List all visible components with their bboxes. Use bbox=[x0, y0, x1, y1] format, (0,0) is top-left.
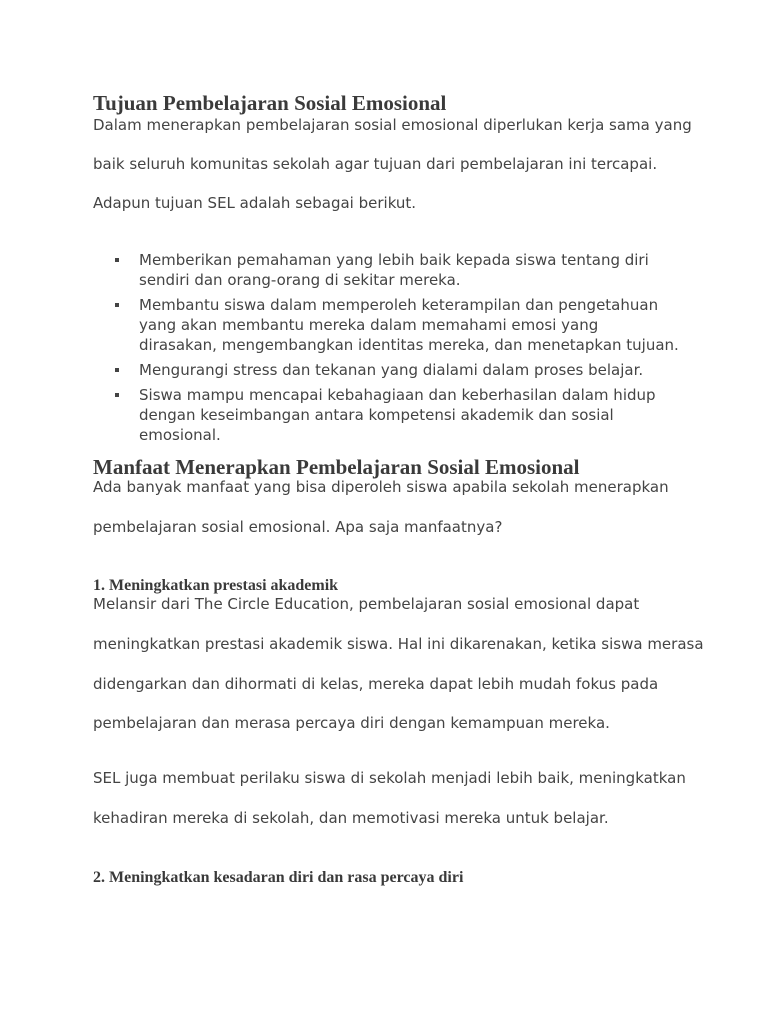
paragraph-line: didengarkan dan dihormati di kelas, mereka dapat lebih mudah fokus pada bbox=[93, 675, 659, 693]
bullet-text: Siswa mampu mencapai kebahagiaan dan keberhasilan dalam hidup dengan keseimbangan antara kompetensi akademik dan sosial emosional. bbox=[139, 386, 656, 444]
paragraph-line: meningkatkan prestasi akademik siswa. Hal ini dikarenakan, ketika siswa merasa bbox=[93, 635, 704, 653]
paragraph-line: Dalam menerapkan pembelajaran sosial emosional diperlukan kerja sama yang bbox=[93, 116, 692, 134]
bullet-item bbox=[93, 360, 679, 380]
paragraph-line: pembelajaran dan merasa percaya diri dengan kemampuan mereka. bbox=[93, 714, 610, 732]
paragraph-line: kehadiran mereka di sekolah, dan memotivasi mereka untuk belajar. bbox=[93, 809, 609, 827]
bullet-item bbox=[93, 295, 679, 355]
section-title-tujuan: Tujuan Pembelajaran Sosial Emosional bbox=[93, 91, 447, 115]
paragraph-line: Melansir dari The Circle Education, pembelajaran sosial emosional dapat bbox=[93, 595, 640, 613]
point-title-prestasi: 1. Meningkatkan prestasi akademik bbox=[93, 577, 339, 594]
bullet-item bbox=[93, 250, 679, 290]
paragraph-line: pembelajaran sosial emosional. Apa saja manfaatnya? bbox=[93, 518, 503, 536]
bullet-text: Membantu siswa dalam memperoleh keterampilan dan pengetahuan yang akan membantu mereka dalam memahami emosi yang dirasakan, mengembangkan identitas mereka, dan menetapkan tujuan. bbox=[139, 296, 679, 354]
tujuan-bullet-list bbox=[93, 250, 693, 450]
bullet-text: Memberikan pemahaman yang lebih baik kepada siswa tentang diri sendiri dan orang-orang di sekitar mereka. bbox=[139, 251, 649, 289]
square-bullet-icon bbox=[115, 303, 119, 307]
paragraph-line: baik seluruh komunitas sekolah agar tujuan dari pembelajaran ini tercapai. bbox=[93, 155, 658, 173]
square-bullet-icon bbox=[115, 258, 119, 262]
bullet-item bbox=[93, 385, 679, 445]
square-bullet-icon bbox=[115, 393, 119, 397]
point-title-kesadaran: 2. Meningkatkan kesadaran diri dan rasa percaya diri bbox=[93, 869, 464, 886]
paragraph-line: Adapun tujuan SEL adalah sebagai berikut. bbox=[93, 194, 417, 212]
section-title-manfaat: Manfaat Menerapkan Pembelajaran Sosial Emosional bbox=[93, 455, 580, 479]
bullet-text: Mengurangi stress dan tekanan yang dialami dalam proses belajar. bbox=[139, 361, 644, 379]
paragraph-line: SEL juga membuat perilaku siswa di sekolah menjadi lebih baik, meningkatkan bbox=[93, 769, 686, 787]
square-bullet-icon bbox=[115, 368, 119, 372]
paragraph-line: Ada banyak manfaat yang bisa diperoleh siswa apabila sekolah menerapkan bbox=[93, 478, 669, 496]
